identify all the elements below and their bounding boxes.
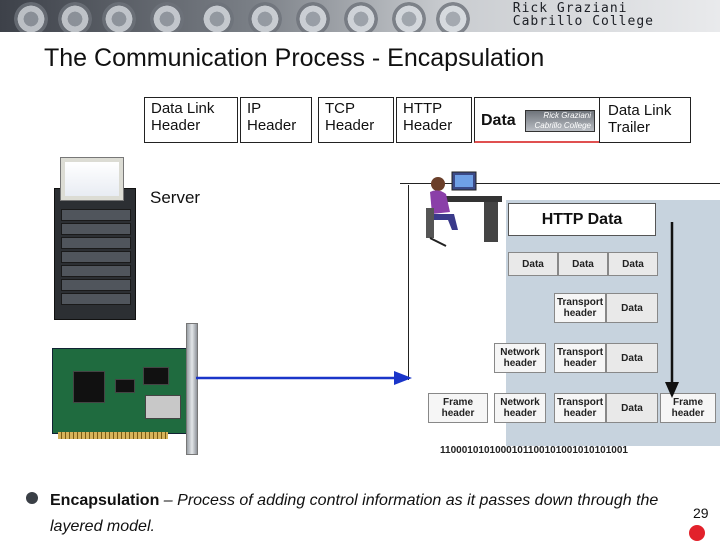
down-arrow-icon xyxy=(664,222,680,398)
pdu-transport-header: Transport header xyxy=(554,343,606,373)
rack-unit xyxy=(61,223,131,235)
data-label: Data xyxy=(481,112,516,129)
rack-unit xyxy=(61,279,131,291)
gear-decoration-icon xyxy=(200,2,234,32)
pdu-frame-trailer: Frame header xyxy=(660,393,716,423)
top-banner xyxy=(0,0,720,32)
tcp-header-cell: TCP Header xyxy=(318,97,394,143)
person-at-computer-image xyxy=(424,168,504,250)
rack-unit xyxy=(61,251,131,263)
monitor-screen xyxy=(65,162,119,196)
http-data-box: HTTP Data xyxy=(508,203,656,236)
gear-decoration-icon xyxy=(296,2,330,32)
brand-text xyxy=(513,2,654,28)
right-arrow-icon xyxy=(196,370,412,386)
gear-decoration-icon xyxy=(344,2,378,32)
pdu-transport-header: Transport header xyxy=(554,293,606,323)
rack-unit xyxy=(61,237,131,249)
gear-decoration-icon xyxy=(14,2,48,32)
data-cell xyxy=(474,97,600,143)
rick-graziani-badge xyxy=(525,110,595,132)
rack-unit xyxy=(61,293,131,305)
nic-chip xyxy=(115,379,135,393)
pdu-frame-header: Frame header xyxy=(428,393,488,423)
ip-header-cell: IP Header xyxy=(240,97,312,143)
bullet-icon xyxy=(26,492,38,504)
pdu-network-header: Network header xyxy=(494,393,546,423)
brand-line-2: Cabrillo College xyxy=(512,14,654,29)
datalink-header-cell: Data Link Header xyxy=(144,97,238,143)
slide-title: The Communication Process - Encapsulation xyxy=(44,44,545,72)
pdu-data: Data xyxy=(558,252,608,276)
rack-unit xyxy=(61,265,131,277)
badge-line-2: Cabrillo College xyxy=(534,121,591,130)
network-card-image xyxy=(52,348,192,434)
nic-bracket xyxy=(186,323,198,455)
connector-line-vertical xyxy=(408,185,409,380)
pdu-data: Data xyxy=(606,393,658,423)
nic-chip xyxy=(73,371,105,403)
gear-decoration-icon xyxy=(436,2,470,32)
nic-port xyxy=(145,395,181,419)
badge-line-1: Rick Graziani xyxy=(543,111,591,120)
caption-term: Encapsulation xyxy=(50,492,160,509)
http-header-cell: HTTP Header xyxy=(396,97,472,143)
brand-line-1: Rick Graziani xyxy=(512,1,628,16)
gear-decoration-icon xyxy=(248,2,282,32)
caption-text xyxy=(50,488,660,540)
pdu-transport-header: Transport header xyxy=(554,393,606,423)
server-rack-image xyxy=(54,188,136,320)
caption-rest: – Process of adding control information as it passes down through the layered model. xyxy=(50,492,659,535)
gear-decoration-icon xyxy=(150,2,184,32)
rack-unit xyxy=(61,209,131,221)
pdu-data: Data xyxy=(608,252,658,276)
nic-chip xyxy=(143,367,169,385)
pdu-data: Data xyxy=(606,293,658,323)
nic-contacts xyxy=(58,432,168,439)
gear-decoration-icon xyxy=(392,2,426,32)
gear-decoration-icon xyxy=(102,2,136,32)
server-monitor-image xyxy=(60,157,124,201)
red-dot-icon xyxy=(689,525,705,541)
binary-bits: 1100010101000101100101001010101001 xyxy=(440,445,628,456)
pdu-data: Data xyxy=(508,252,558,276)
page-number: 29 xyxy=(693,505,709,521)
server-label: Server xyxy=(150,188,201,207)
gear-decoration-icon xyxy=(58,2,92,32)
pdu-network-header: Network header xyxy=(494,343,546,373)
pdu-data: Data xyxy=(606,343,658,373)
datalink-trailer-cell: Data Link Trailer xyxy=(599,97,691,143)
